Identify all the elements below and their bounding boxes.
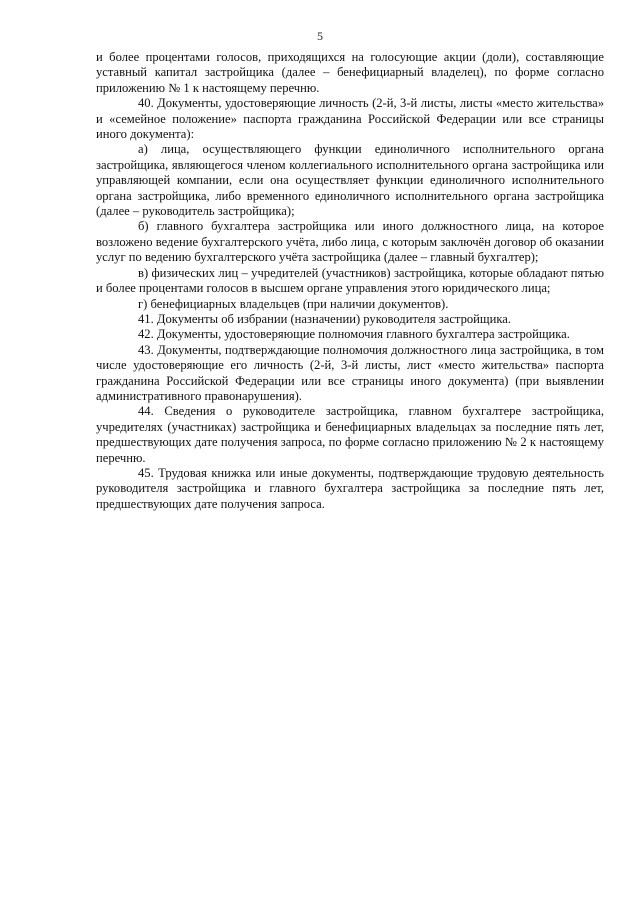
paragraph-item-43: 43. Документы, подтверждающие полномочия должностного лица застройщика, в том числе удостоверяющие его личность (2-й, 3-й листы, лист «место жительства» паспорта гражданина Российской Федерации или все страницы иного документа) (при выявлении административного правонарушения). (96, 342, 604, 403)
page-number: 5 (317, 29, 323, 43)
paragraph-continuation: и более процентами голосов, приходящихся на голосующие акции (доли), составляющие уставный капитал застройщика (далее – бенефициарный владелец), по форме согласно приложению № 1 к настоящему перечню. (96, 50, 604, 95)
paragraph-item-42: 42. Документы, удостоверяющие полномочия главного бухгалтера застройщика. (138, 327, 570, 342)
document-body (96, 50, 604, 512)
paragraph-item-41: 41. Документы об избрании (назначении) руководителя застройщика. (138, 311, 512, 326)
paragraph-item-40: 40. Документы, удостоверяющие личность (2-й, 3-й листы, листы «место жительства» и «семейное положение» паспорта гражданина Российской Федерации или все страницы иного документа): (96, 96, 604, 142)
paragraph-subitem-a: а) лица, осуществляющего функции единоличного исполнительного органа застройщика, являющегося членом коллегиального исполнительного органа застройщика или управляющей компании, если она осуществляет функции единоличного исполнительного органа застройщика, либо временного единоличного исполнительного органа застройщика (далее – руководитель застройщика); (96, 142, 604, 219)
paragraph-subitem-b: б) главного бухгалтера застройщика или иного должностного лица, на которое возложено ведение бухгалтерского учёта, либо лица, с которым заключён договор об оказании услуг по ведению бухгалтерского учёта застройщика (далее – главный бухгалтер); (96, 219, 604, 265)
paragraph-item-45: 45. Трудовая книжка или иные документы, подтверждающие трудовую деятельность руководителя застройщика и главного бухгалтера застройщика за последние пять лет, предшествующих дате получения запроса. (96, 465, 604, 511)
paragraph-subitem-g: г) бенефициарных владельцев (при наличии документов). (138, 296, 449, 311)
paragraph-item-44: 44. Сведения о руководителе застройщика, главном бухгалтере застройщика, учредителях (участниках) застройщика и бенефициарных владельцах за последние пять лет, предшествующих дате получения запроса, по форме согласно приложению № 2 к настоящему перечню. (96, 404, 604, 465)
paragraph-subitem-v: в) физических лиц – учредителей (участников) застройщика, которые обладают пятью и более процентами голосов в высшем органе управления этого юридического лица; (96, 265, 604, 296)
